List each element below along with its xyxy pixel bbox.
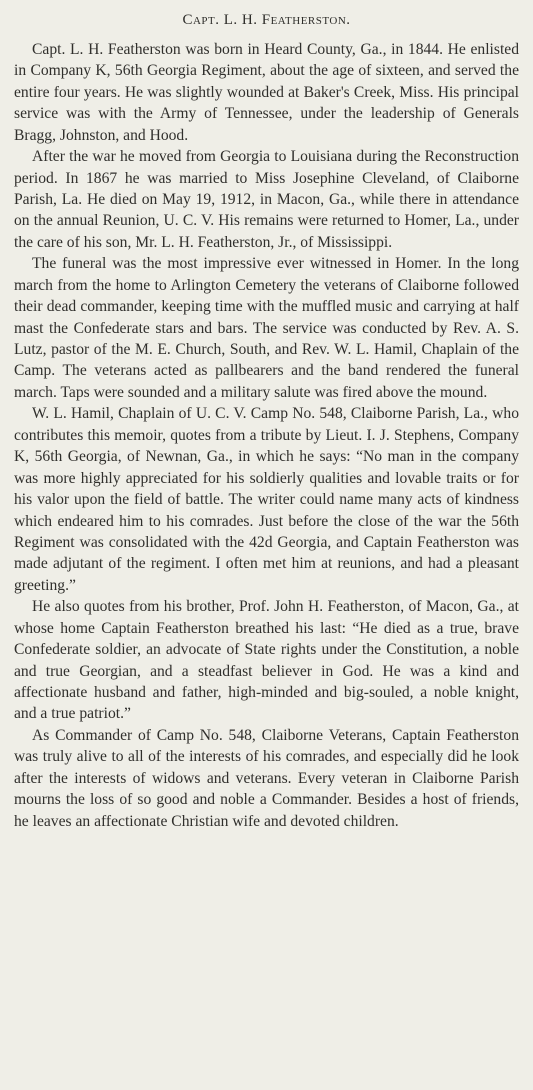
article-title: Capt. L. H. Featherston. xyxy=(182,12,351,28)
paragraph-funeral: The funeral was the most impressive ever witnessed in Homer. In the long march from the home to Arlington Cemetery the veterans of Claiborne followed their dead commander, keeping time with the muffled music and carrying at half mast the Confederate stars and bars. The service was conducted by Rev. A. S. Lutz, pastor of the M. E. Church, South, and Rev. W. L. Hamil, Chaplain of the Camp. The veterans acted as pallbearers and the band rendered the funeral march. Taps were sounded and a military salute was fired above the mound. xyxy=(14,255,519,401)
paragraph-tribute-brother: He also quotes from his brother, Prof. John H. Featherston, of Macon, Ga., at whose home Captain Featherston breathed his last: “He died as a true, brave Confederate soldier, an advocate of State rights under the Constitution, a noble and true Georgian, and a steadfast believer in God. He was a kind and affectionate husband and father, high-minded and big-souled, a noble knight, and a true patriot.” xyxy=(14,598,519,723)
paragraph-tribute-stephens: W. L. Hamil, Chaplain of U. C. V. Camp No. 548, Claiborne Parish, La., who contributes this memoir, quotes from a tribute by Lieut. I. J. Stephens, Company K, 56th Georgia, of Newnan, Ga., in which he says: “No man in the company was more highly appreciated for his soldierly qualities and lovable traits or for his valor upon the field of battle. The writer could name many acts of kindness which endeared him to his comrades. Just before the close of the war the 56th Regiment was consolidated with the 42d Georgia, and Captain Featherston was made adjutant of the regiment. I often met him at reunions, and had a pleasant greeting.” xyxy=(14,405,519,594)
paragraph-commander: As Commander of Camp No. 548, Claiborne Veterans, Captain Featherston was truly alive to all of the interests of his comrades, and especially did he look after the interests of widows and veterans. Every veteran in Claiborne Parish mourns the loss of so good and noble a Commander. Besides a host of friends, he leaves an affectionate Christian wife and devoted children. xyxy=(14,726,519,830)
paragraph-later-life: After the war he moved from Georgia to Louisiana during the Reconstruction period. In 1867 he was married to Miss Josephine Cleveland, of Claiborne Parish, La. He died on May 19, 1912, in Macon, Ga., while there in attendance on the annual Reunion, U. C. V. His remains were returned to Homer, La., under the care of his son, Mr. L. H. Featherston, Jr., of Mississippi. xyxy=(14,148,519,251)
paragraph-biography: Capt. L. H. Featherston was born in Heard County, Ga., in 1844. He enlisted in Company K, 56th Georgia Regiment, about the age of sixteen, and served the entire four years. He was slightly wounded at Baker's Creek, Miss. His principal service was with the Army of Tennessee, under the leadership of Generals Bragg, Johnston, and Hood. xyxy=(14,41,519,144)
